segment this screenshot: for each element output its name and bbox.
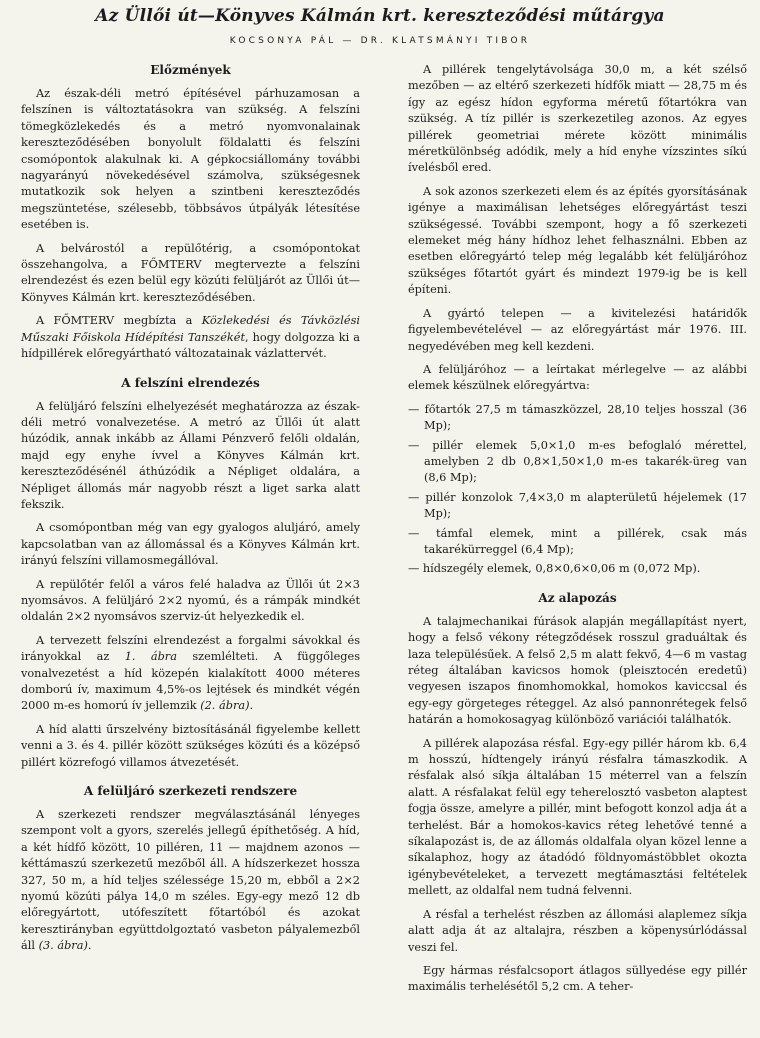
paragraph: A felüljáróhoz — a leírtakat mérlegelve — az alábbi elemek készülnek előregyártva: [408,362,747,393]
paragraph: A csomópontban még van egy gyalogos aluljáró, amely kapcsolatban van az állomással és a Könyves Kálmán krt. irányú felszíni villamosmegállóval. [21,521,360,568]
list-item: — hídszegély elemek, 0,8×0,6×0,06 m (0,072 Mp). [408,562,701,576]
figure-reference: 1. ábra [124,650,177,664]
paragraph: A talajmechanikai fúrások alapján megállapítást nyert, hogy a felső vékony rétegződések rosszul graduáltak és laza településűek. A felső 2,5 m alatt fekvő, 4—6 m vastag réteg általában kavicsos homok (pleisztocén eredetű) vegyesen iszapos finomhomokkal, homokos kaviccsal és egy-egy görgeteges réteggel. Az alsó pannonrétegek felső határán a homokosagyag különböző variációi találhatók. [408,614,747,727]
text: . [249,699,254,713]
paragraph [21,807,360,955]
paragraph: A híd alatti űrszelvény biztosításánál figyelembe kellett venni a 3. és 4. pillér között szükséges közúti és a középső pillért közrefogó villamos átvezetését. [21,722,360,769]
right-column [408,62,747,1003]
text: , hogy dolgozza ki a hídpillérek előregyártható változatainak vázlattervét. [21,330,360,361]
figure-reference: (3. ábra) [38,939,88,953]
text: A FŐMTERV megbízta a [36,314,202,328]
article-title: Az Üllői út—Könyves Kálmán krt. kereszteződési műtárgya [95,6,665,26]
section-heading-elozmenyek: Előzmények [150,63,231,77]
paragraph: A belvárostól a repülőtérig, a csomópontokat összehangolva, a FŐMTERV megtervezte a felszíni elrendezést és ezen belül egy közúti felüljárót az Üllői út—Könyves Kálmán krt. kereszteződésében. [21,241,360,304]
list-item: — pillér konzolok 7,4×3,0 m alapterületű héjelemek (17 Mp); [408,490,747,521]
paragraph: A gyártó telepen — a kivitelezési határidők figyelembevételével — az előregyártást már 1976. III. negyedévében meg kell kezdeni. [408,306,747,353]
section-heading-szerkezeti-rendszer: A felüljáró szerkezeti rendszere [83,784,298,799]
paragraph [21,313,360,362]
paragraph: Az észak-déli metró építésével párhuzamosan a felszínen is változtatásokra van szükség. A felszíni tömegközlekedés és a metró nyomvonalainak kereszteződésében bonyolult földalatti és felszíni csomópontok alakulnak ki. A gépkocsiállomány további nagyarányú növekedésével számolva, szükségesnek mutatkozik sok helyen a szintbeni kereszteződés megszüntetése, szélesebb, többsávos útpályák létesítése esetében is. [21,87,360,232]
text: . [87,939,92,953]
paragraph: Egy hármas résfalcsoport átlagos süllyedése egy pillér maximális terhelésétől 5,2 cm. A teher- [408,963,747,994]
list-item: — támfal elemek, mint a pillérek, csak más takarékürreggel (6,4 Mp); [408,526,747,556]
list-item: — főtartók 27,5 m támaszközzel, 28,10 teljes hosszal (36 Mp); [408,402,747,433]
text: A szerkezeti rendszer megválasztásánál lényeges szempont volt a gyors, szerelés jellegű építhetőség. A híd, a két hídfő között, 10 pilléren, 11 — majdnem azonos — kéttámaszú szerkezetű mezőből áll. A hídszerkezet hossza 327, 50 m, a híd teljes szélessége 15,20 m, ebből a 2×2 nyomú közúti pálya 14,0 m széles. Egy-egy mező 12 db előregyártott, utófeszített főtartóból és azokat keresztirányban együttdolgoztató vasbeton pályalemezből áll [21,808,360,953]
paragraph: A pillérek tengelytávolsága 30,0 m, a két szélső mezőben — az eltérő szerkezeti hídfők miatt — 28,75 m és így az egész hídon egyforma méretű főtartókra van szükség. A tíz pillér is szerkezetileg azonos. Az egyes pillérek geometriai mérete között minimális méretkülönbség adódik, mely a híd enyhe vízszintes síkú ívelésből ered. [408,63,747,175]
text: A tervezett felszíni elrendezést a forgalmi sávokkal és irányokkal az [21,633,360,664]
paragraph: A felüljáró felszíni elhelyezését meghatározza az észak-déli metró vonalvezetése. A metró az Üllői út alatt húzódik, annak inkább az Állami Pénzverő felőli oldalán, majd egy enyhe ívvel a Könyves Kálmán krt. kereszteződésénél áthúzódik a Népliget oldalára, a Népliget állomás már nagyobb részt a liget sarka alatt fekszik. [21,399,360,511]
prefab-elements-list [408,402,747,578]
list-item: — pillér elemek 5,0×1,0 m-es befoglaló mérettel, amelyben 2 db 0,8×1,50×1,0 m-es takarék-üreg van (8,6 Mp); [408,438,747,485]
text: szemlélteti. A függőleges vonalvezetést a híd közepén kialakított 4000 méteres domború ív, maximum 4,5%-os lejtések és mindkét végén 2000 m-es homorú ív jellemzik [21,650,360,713]
paragraph: A sok azonos szerkezeti elem és az építés gyorsításának igénye a maximálisan lehetséges előregyártást teszi szükségessé. További szempont, hogy a fő szerkezeti elemeket még hány hídhoz lehet felhasználni. Ebben az esetben előregyártó telep még legalább két felüljáróhoz szükséges főtartót gyárt és mindezt 1979-ig be is kell építeni. [408,184,747,297]
paragraph: A repülőtér felől a város felé haladva az Üllői út 2×3 nyomsávos. A felüljáró 2×2 nyomú, és a rámpák mindkét oldalán 2×2 nyomsávos szerviz-út helyezkedik el. [21,577,360,624]
paragraph: A résfal a terhelést részben az állomási alaplemez síkja alatt adja át az altalajra, részben a köpenysúrlódással veszi fel. [408,907,747,954]
paragraph [21,633,360,715]
section-heading-alapozas: Az alapozás [538,590,617,605]
article-authors: KOCSONYA PÁL — DR. KLATSMÁNYI TIBOR [229,36,531,46]
section-heading-felszini-elrendezes: A felszíni elrendezés [121,375,260,390]
left-column [21,62,360,962]
figure-reference: (2. ábra) [200,699,250,713]
paragraph: A pillérek alapozása résfal. Egy-egy pillér három kb. 6,4 m hosszú, hídtengely irányú résfalra támaszkodik. A résfalak alsó síkja általában 15 méterrel van a felszín alatt. A résfalakat felül egy teherelosztó vasbeton alaptest fogja össze, amelyre a pillér, mint befogott konzol adja át a terhelést. Bár a homokos-kavics réteg lehetővé tenné a síkalapozást is, de az állomás oldalfala olyan közel lenne a síkalaphoz, hogy az átadódó földnyomástöbblet okozta igénybevételeket, a tervezett megtámasztási feltételek mellett, az oldalfal nem tudná felvenni. [408,736,747,898]
emphasis-text: Közlekedési és Távközlési Műszaki Főiskola Hídépítési Tanszékét [21,314,361,344]
